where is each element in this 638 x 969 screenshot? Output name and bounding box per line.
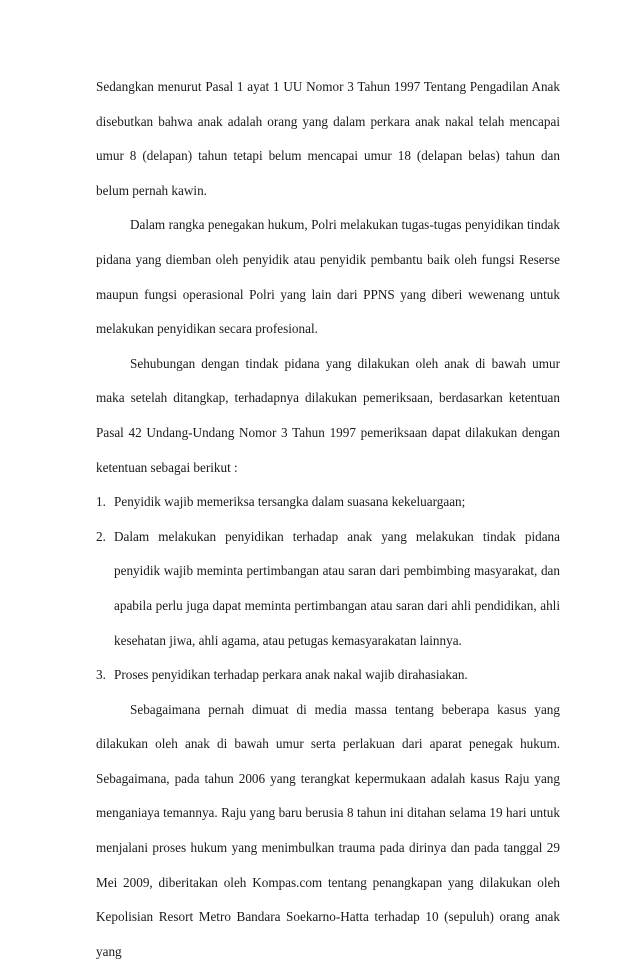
list-item — [96, 485, 560, 520]
paragraph-law-enforcement: Dalam rangka penegakan hukum, Polri melakukan tugas-tugas penyidikan tindak pidana yang diemban oleh penyidik atau penyidik pembantu baik oleh fungsi Reserse maupun fungsi operasional Polri yang lain dari PPNS yang diberi wewenang untuk melakukan penyidikan secara profesional. — [96, 217, 560, 337]
list-item — [96, 520, 560, 658]
list-item-number: 2. — [96, 528, 106, 544]
list-item-number: 3. — [96, 667, 106, 683]
list-item-number: 1. — [96, 494, 106, 510]
list-item-text: Proses penyidikan terhadap perkara anak nakal wajib dirahasiakan. — [114, 667, 468, 683]
paragraph-definition-of-child: Sedangkan menurut Pasal 1 ayat 1 UU Nomor 3 Tahun 1997 Tentang Pengadilan Anak disebutkan bahwa anak adalah orang yang dalam perkara anak nakal telah mencapai umur 8 (delapan) tahun tetapi belum mencapai umur 18 (delapan belas) tahun dan belum pernah kawin. — [96, 79, 560, 198]
list-item-text: Penyidik wajib memeriksa tersangka dalam suasana kekeluargaan; — [114, 494, 466, 510]
paragraph-media-cases: Sebagaimana pernah dimuat di media massa tentang beberapa kasus yang dilakukan oleh anak di bawah umur serta perlakuan dari aparat penegak hukum. Sebagaimana, pada tahun 2006 yang terangkat kepermukaan adalah kasus Raju yang menganiaya temannya. Raju yang baru berusia 8 tahun ini ditahan selama 19 hari untuk menjalani proses hukum yang menimbulkan trauma pada dirinya dan pada tanggal 29 Mei 2009, diberitakan oleh Kompas.com tentang penangkapan yang dilakukan oleh Kepolisian Resort Metro Bandara Soekarno-Hatta terhadap 10 (sepuluh) orang anak yang — [96, 701, 560, 959]
body-text — [96, 70, 560, 969]
list-item-text: Dalam melakukan penyidikan terhadap anak yang melakukan tindak pidana penyidik wajib meminta pertimbangan atau saran dari pembimbing masyarakat, dan apabila perlu juga dapat meminta pertimbangan atau saran dari ahli pendidikan, ahli kesehatan jiwa, ahli agama, atau petugas kemasyarakatan lainnya. — [114, 528, 560, 648]
provisions-list — [96, 485, 560, 693]
paragraph-examination-provisions: Sehubungan dengan tindak pidana yang dilakukan oleh anak di bawah umur maka setelah ditangkap, terhadapnya dilakukan pemeriksaan, berdasarkan ketentuan Pasal 42 Undang-Undang Nomor 3 Tahun 1997 pemeriksaan dapat dilakukan dengan ketentuan sebagai berikut : — [96, 355, 560, 475]
list-item — [96, 658, 560, 693]
